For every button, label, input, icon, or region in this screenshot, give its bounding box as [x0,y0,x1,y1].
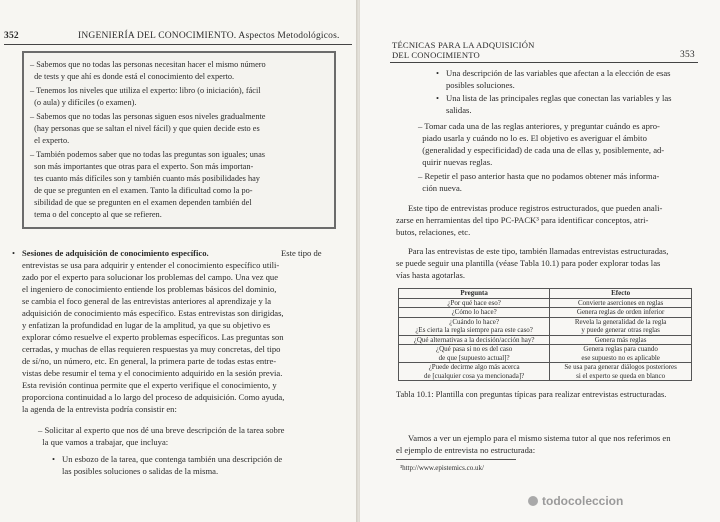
right-page [360,0,720,522]
box-item-1: – Sabemos que no todas las personas necesitan hacer el mismo número de tests y que ahí es donde está el conocimiento del experto. [30,60,266,81]
table-row [399,345,692,363]
section-line-1: entrevistas se usa para adquirir y entender el conocimiento específico utili- [22,260,280,270]
left-page [0,0,357,522]
box-item-3: – Sabemos que no todas las personas siguen esos niveles gradualmente (hay personas que se saltan el nivel fácil) y que quien decide esto es el experto. [30,112,266,145]
bullet-line: Una lista de las principales reglas que conectan las variables y las [446,93,672,103]
bullet-marker: • [12,248,16,258]
header-rule [4,44,352,45]
section-line-9: de sí/no, un número, etc. En general, la primera parte de todas estas entre- [22,356,277,366]
dash-item-line: ción nueva. [418,183,462,193]
box-item-4: – También podemos saber que no todas las preguntas son iguales; unas son más importantes que otras para el experto. Son más importan- tes cuanto más difíciles son y también cuanto más posibilidades hay de que se pregunten en el examen. Tanto la dificultad como la po- sibilidad de que se pregunten en el examen dependen también del tema o del concepto al que se refieren. [30,150,265,219]
sub-item-line-0: – Solicitar al experto que nos dé una breve descripción de la tarea sobre [38,425,285,435]
table-cell: ¿Qué pasa si no es del caso de que [supuesto actual]? [399,345,550,363]
table-cell: Revela la generalidad de la regla y puede generar otras reglas [550,317,692,335]
page-number: 352 [4,31,19,41]
table-cell: Se usa para generar diálogos posteriores si el experto se queda en blanco [550,363,692,381]
dash-item-line: quirir nuevas reglas. [418,157,493,167]
section-line-0: Este tipo de [281,248,322,258]
table-row [399,363,692,381]
table-row [399,317,692,335]
watermark-text: todocoleccion [542,494,624,508]
bullet-line: posibles soluciones. [446,80,515,90]
questions-table [398,288,692,381]
watermark-logo-icon [528,496,538,506]
table-cell: ¿Por qué hace eso? [399,298,550,308]
dash-item-line: (generalidad y especificidad) de cada una de ellas y, posiblemente, ad- [418,145,665,155]
section-line-13: la agenda de la entrevista podría consistir en: [22,404,177,414]
table-cell: ¿Cuándo lo hace? ¿Es cierta la regla siempre para este caso? [399,317,550,335]
dash-item-line: – Tomar cada una de las reglas anteriores, y preguntar cuándo es apro- [418,121,660,131]
bullet-line: salidas. [446,105,472,115]
table-row [399,335,692,345]
section-line-10: vistas debe resumir el tema y el conocimiento adquirido en la sesión previa. [22,368,283,378]
table-caption: Tabla 10.1: Plantilla con preguntas típicas para realizar entrevistas estructuradas. [396,390,667,399]
section-line-7: explorar cómo resuelve el experto problemas específicos. Las preguntas son [22,332,284,342]
section-line-11: Esta revisión continua permite que el experto verifique el conocimiento, y [22,380,277,390]
sub-item-line-1: la que vamos a trabajar, que incluya: [38,437,169,447]
header-rule-right [390,62,698,63]
table-header: Efecto [550,289,692,299]
section-line-2: zado por el experto para solucionar los problemas del campo. Una vez que [22,272,279,282]
footnote-rule [396,459,516,460]
paragraph-line: se puede seguir una plantilla (véase Tabla 10.1) para poder explorar todas las [396,258,661,268]
running-head-2: DEL CONOCIMIENTO [392,50,480,60]
table-cell: ¿Qué alternativas a la decisión/acción hay? [399,335,550,345]
highlight-box [22,51,336,229]
sub-bullet-marker: • [52,454,56,464]
box-item-2: – Tenemos los niveles que utiliza el experto: libro (o iniciación), fácil (o aula) y difíciles (o examen). [30,86,261,107]
table-row [399,298,692,308]
table-row [399,308,692,318]
table-cell: ¿Cómo lo hace? [399,308,550,318]
paragraph-line: Este tipo de entrevistas produce registros estructurados, que pueden anali- [408,203,663,213]
sub-bullet-line-0: Un esbozo de la tarea, que contenga también una descripción de [62,454,283,464]
paragraph-line: vías hasta agotarlas. [396,270,465,280]
table-cell: Convierte aserciones en reglas [550,298,692,308]
watermark [528,494,623,508]
table-cell: Genera reglas de orden inferior [550,308,692,318]
paragraph-line: Vamos a ver un ejemplo para el mismo sistema tutor al que nos referimos en [408,433,671,443]
section-line-12: proporciona continuidad a lo largo del proceso de adquisición. Como ayuda, [22,392,285,402]
section-line-8: cerradas, y muchas de ellas requieren respuestas ya muy concretas, del tipo [22,344,281,354]
bullet-line: Una descripción de las variables que afectan a la elección de esas [446,68,671,78]
paragraph-line: zarse en herramientas del tipo PC-PACK³ para identificar conceptos, atri- [396,215,649,225]
paragraph-line: Para las entrevistas de este tipo, también llamadas entrevistas estructuradas, [408,246,669,256]
section-line-3: el ingeniero de conocimiento entiende los problemas básicos del dominio, [22,284,277,294]
dash-item-line: – Repetir el paso anterior hasta que no podamos obtener más informa- [418,171,660,181]
paragraph-line: butos, relaciones, etc. [396,227,471,237]
table-cell: Genera reglas para cuando ese supuesto no es aplicable [550,345,692,363]
page-number-right: 353 [680,50,695,60]
dash-item-line: piado usarla y cuándo no lo es. El objetivo es averiguar el ámbito [418,133,647,143]
sub-bullet-line-1: las posibles soluciones o salidas de la misma. [62,466,219,476]
footnote: ³http://www.epistemics.co.uk/ [400,464,484,472]
bullet-marker: • [436,93,440,103]
paragraph-line: el ejemplo de entrevista no estructurada: [396,445,536,455]
section-line-5: adquisición de conocimiento más específico. Estas entrevistas son dirigidas, [22,308,284,318]
running-head-1: TÉCNICAS PARA LA ADQUISICIÓN [392,40,535,50]
table-cell: ¿Puede decirme algo más acerca de [cualquier cosa ya mencionada]? [399,363,550,381]
bullet-marker: • [436,68,440,78]
section-title: Sesiones de adquisición de conocimiento específico. [22,248,209,258]
table-cell: Genera más reglas [550,335,692,345]
section-line-6: y enfatizan la profundidad en lugar de la amplitud, ya que su objetivo es [22,320,271,330]
table-header: Pregunta [399,289,550,299]
section-line-4: se cambia el foco general de las entrevistas anteriores al aprendizaje y la [22,296,272,306]
running-head: INGENIERÍA DEL CONOCIMIENTO. Aspectos Metodológicos. [78,31,340,41]
